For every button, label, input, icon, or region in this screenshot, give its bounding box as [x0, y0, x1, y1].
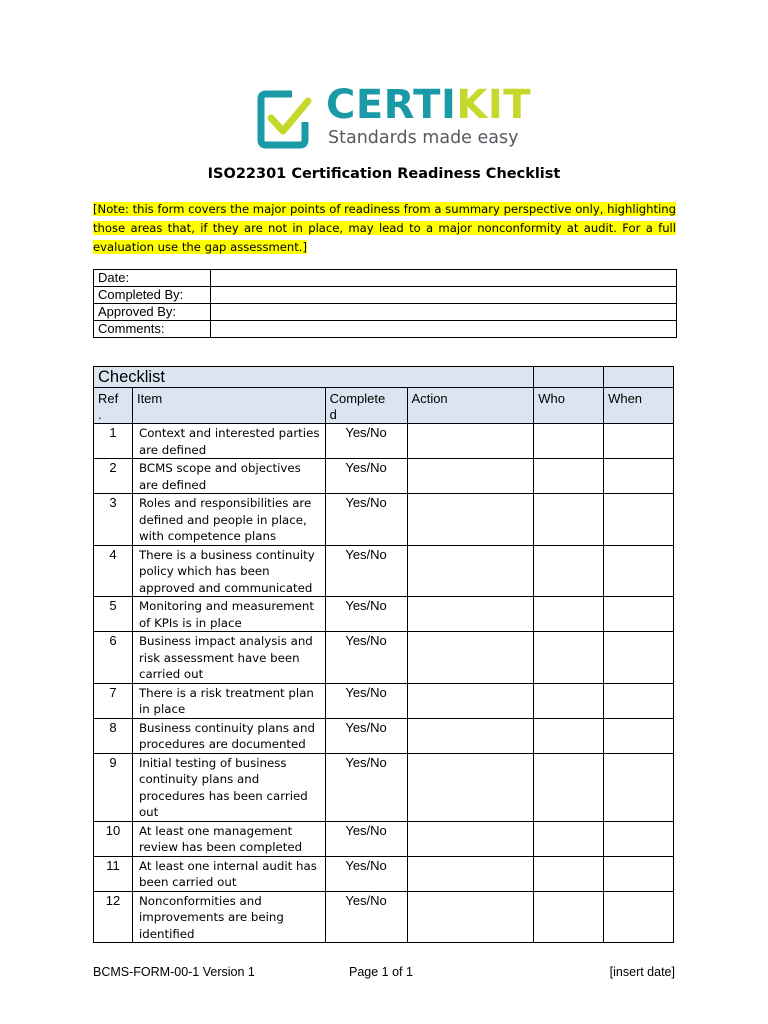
column-header-who: Who	[534, 388, 604, 424]
checklist-row	[94, 459, 674, 494]
header-blank-cell	[534, 367, 604, 388]
header-blank-cell	[604, 367, 674, 388]
meta-value-field[interactable]	[211, 270, 677, 287]
checklist-body	[94, 424, 674, 943]
note-paragraph: [Note: this form covers the major points of readiness from a summary perspective only, highlighting those areas that, if they are not in place, may lead to a major nonconformity at audit. For a full evaluation use the gap assessment.]	[93, 202, 676, 254]
meta-row-approved-by	[94, 304, 677, 321]
completed-select[interactable]: Yes/No	[325, 494, 407, 546]
checklist-item: Monitoring and measurement of KPIs is in place	[132, 597, 325, 632]
checklist-ref: 5	[94, 597, 133, 632]
checklist-row	[94, 753, 674, 821]
checklist-ref: 6	[94, 632, 133, 684]
checklist-item: There is a business continuity policy which has been approved and communicated	[132, 545, 325, 597]
when-cell[interactable]	[604, 891, 674, 943]
action-cell[interactable]	[407, 597, 534, 632]
completed-select[interactable]: Yes/No	[325, 891, 407, 943]
column-header-completed: Complete d	[325, 388, 407, 424]
checklist-column-header-row	[94, 388, 674, 424]
checklist-ref: 8	[94, 718, 133, 753]
checklist-row	[94, 597, 674, 632]
completed-select[interactable]: Yes/No	[325, 821, 407, 856]
when-cell[interactable]	[604, 632, 674, 684]
action-cell[interactable]	[407, 753, 534, 821]
checklist-row	[94, 683, 674, 718]
when-cell[interactable]	[604, 424, 674, 459]
who-cell[interactable]	[534, 424, 604, 459]
checkbox-tick-icon	[256, 88, 314, 150]
action-cell[interactable]	[407, 632, 534, 684]
completed-select[interactable]: Yes/No	[325, 424, 407, 459]
who-cell[interactable]	[534, 459, 604, 494]
who-cell[interactable]	[534, 597, 604, 632]
column-header-action: Action	[407, 388, 534, 424]
completed-select[interactable]: Yes/No	[325, 545, 407, 597]
meta-label: Comments:	[94, 321, 211, 338]
action-cell[interactable]	[407, 856, 534, 891]
when-cell[interactable]	[604, 683, 674, 718]
when-cell[interactable]	[604, 597, 674, 632]
checklist-ref: 7	[94, 683, 133, 718]
meta-label: Date:	[94, 270, 211, 287]
footer-form-id: BCMS-FORM-00-1 Version 1	[93, 965, 255, 979]
completed-select[interactable]: Yes/No	[325, 632, 407, 684]
checklist-item: Roles and responsibilities are defined and people in place, with competence plans	[132, 494, 325, 546]
checklist-row	[94, 632, 674, 684]
who-cell[interactable]	[534, 494, 604, 546]
who-cell[interactable]	[534, 891, 604, 943]
checklist-ref: 10	[94, 821, 133, 856]
checklist-ref: 12	[94, 891, 133, 943]
checklist-item: Business continuity plans and procedures are documented	[132, 718, 325, 753]
checklist-row	[94, 821, 674, 856]
checklist-item: At least one management review has been completed	[132, 821, 325, 856]
when-cell[interactable]	[604, 545, 674, 597]
checklist-item: There is a risk treatment plan in place	[132, 683, 325, 718]
checklist-title-row	[94, 367, 674, 388]
action-cell[interactable]	[407, 424, 534, 459]
meta-label: Completed By:	[94, 287, 211, 304]
checklist-item: Nonconformities and improvements are being identified	[132, 891, 325, 943]
checklist-row	[94, 424, 674, 459]
action-cell[interactable]	[407, 683, 534, 718]
checklist-item: Business impact analysis and risk assessment have been carried out	[132, 632, 325, 684]
action-cell[interactable]	[407, 718, 534, 753]
checklist-item: BCMS scope and objectives are defined	[132, 459, 325, 494]
checklist-row	[94, 494, 674, 546]
checklist-ref: 11	[94, 856, 133, 891]
logo-tagline: Standards made easy	[328, 128, 519, 148]
action-cell[interactable]	[407, 545, 534, 597]
action-cell[interactable]	[407, 494, 534, 546]
when-cell[interactable]	[604, 459, 674, 494]
who-cell[interactable]	[534, 856, 604, 891]
when-cell[interactable]	[604, 856, 674, 891]
checklist-item: Initial testing of business continuity plans and procedures has been carried out	[132, 753, 325, 821]
checklist-ref: 4	[94, 545, 133, 597]
checklist-title: Checklist	[94, 367, 534, 388]
when-cell[interactable]	[604, 821, 674, 856]
meta-value-field[interactable]	[211, 304, 677, 321]
completed-select[interactable]: Yes/No	[325, 753, 407, 821]
who-cell[interactable]	[534, 821, 604, 856]
meta-table	[93, 269, 677, 338]
completed-select[interactable]: Yes/No	[325, 718, 407, 753]
completed-select[interactable]: Yes/No	[325, 597, 407, 632]
checklist-row	[94, 856, 674, 891]
checklist-ref: 3	[94, 494, 133, 546]
checklist-row	[94, 891, 674, 943]
action-cell[interactable]	[407, 891, 534, 943]
meta-value-field[interactable]	[211, 321, 677, 338]
who-cell[interactable]	[534, 632, 604, 684]
checklist-item: Context and interested parties are defined	[132, 424, 325, 459]
meta-row-comments	[94, 321, 677, 338]
checklist-ref: 9	[94, 753, 133, 821]
meta-row-completed-by	[94, 287, 677, 304]
checklist-item: At least one internal audit has been carried out	[132, 856, 325, 891]
action-cell[interactable]	[407, 821, 534, 856]
logo-wordmark: CERTIKIT	[326, 82, 532, 128]
column-header-ref: Ref .	[94, 388, 133, 424]
footer-page-number: Page 1 of 1	[349, 965, 413, 979]
checklist-ref: 2	[94, 459, 133, 494]
completed-select[interactable]: Yes/No	[325, 683, 407, 718]
meta-label: Approved By:	[94, 304, 211, 321]
when-cell[interactable]	[604, 753, 674, 821]
who-cell[interactable]	[534, 545, 604, 597]
when-cell[interactable]	[604, 494, 674, 546]
when-cell[interactable]	[604, 718, 674, 753]
action-cell[interactable]	[407, 459, 534, 494]
column-header-when: When	[604, 388, 674, 424]
who-cell[interactable]	[534, 683, 604, 718]
document-title: ISO22301 Certification Readiness Checklist	[207, 166, 561, 182]
who-cell[interactable]	[534, 718, 604, 753]
completed-select[interactable]: Yes/No	[325, 856, 407, 891]
meta-value-field[interactable]	[211, 287, 677, 304]
certikit-logo	[256, 82, 532, 152]
footer-date: [insert date]	[609, 965, 675, 979]
meta-row-date	[94, 270, 677, 287]
who-cell[interactable]	[534, 753, 604, 821]
column-header-item: Item	[132, 388, 325, 424]
checklist-table	[93, 366, 674, 943]
checklist-row	[94, 545, 674, 597]
completed-select[interactable]: Yes/No	[325, 459, 407, 494]
checklist-row	[94, 718, 674, 753]
checklist-ref: 1	[94, 424, 133, 459]
